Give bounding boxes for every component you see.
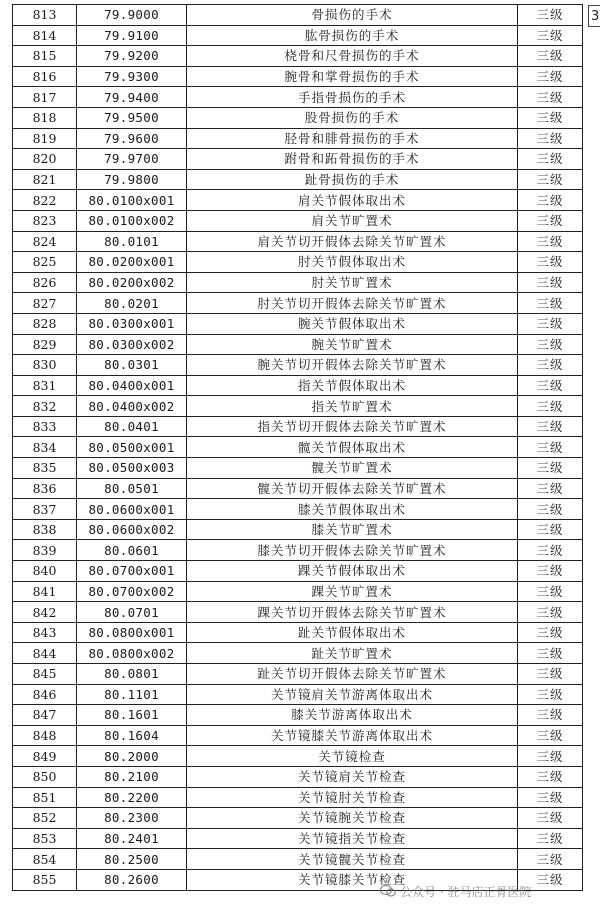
procedure-table-body (13, 5, 583, 891)
table-row (13, 128, 583, 149)
table-row (13, 684, 583, 705)
grade-cell: 三级 (518, 622, 583, 643)
procedure-code-cell: 80.0800x002 (77, 643, 187, 664)
table-row (13, 46, 583, 67)
procedure-name-cell: 腕关节旷置术 (187, 334, 518, 355)
table-row (13, 252, 583, 273)
procedure-code-cell: 80.0800x001 (77, 622, 187, 643)
table-row (13, 581, 583, 602)
row-number-cell: 854 (13, 849, 77, 870)
table-row (13, 87, 583, 108)
table-row (13, 643, 583, 664)
procedure-name-cell: 关节镜肘关节检查 (187, 787, 518, 808)
grade-cell: 三级 (518, 808, 583, 829)
grade-cell: 三级 (518, 46, 583, 67)
procedure-code-cell: 79.9800 (77, 169, 187, 190)
row-number-cell: 828 (13, 313, 77, 334)
table-row (13, 190, 583, 211)
grade-cell: 三级 (518, 313, 583, 334)
grade-cell: 三级 (518, 87, 583, 108)
row-number-cell: 836 (13, 478, 77, 499)
grade-cell: 三级 (518, 396, 583, 417)
procedure-name-cell: 手指骨损伤的手术 (187, 87, 518, 108)
procedure-name-cell: 肘关节旷置术 (187, 272, 518, 293)
procedure-name-cell: 关节镜肩关节游离体取出术 (187, 684, 518, 705)
procedure-code-cell: 80.0301 (77, 355, 187, 376)
row-number-cell: 833 (13, 416, 77, 437)
procedure-name-cell: 关节镜肩关节检查 (187, 766, 518, 787)
grade-cell: 三级 (518, 746, 583, 767)
grade-cell: 三级 (518, 581, 583, 602)
table-row (13, 746, 583, 767)
procedure-code-cell: 80.0600x002 (77, 519, 187, 540)
table-row (13, 664, 583, 685)
procedure-name-cell: 膝关节旷置术 (187, 519, 518, 540)
procedure-name-cell: 肩关节旷置术 (187, 210, 518, 231)
table-row (13, 828, 583, 849)
procedure-name-cell: 关节镜指关节检查 (187, 828, 518, 849)
procedure-name-cell: 骨损伤的手术 (187, 5, 518, 26)
row-number-cell: 850 (13, 766, 77, 787)
row-number-cell: 841 (13, 581, 77, 602)
grade-cell: 三级 (518, 437, 583, 458)
procedure-name-cell: 膝关节假体取出术 (187, 499, 518, 520)
procedure-name-cell: 趾骨损伤的手术 (187, 169, 518, 190)
table-row (13, 25, 583, 46)
procedure-name-cell: 肘关节切开假体去除关节旷置术 (187, 293, 518, 314)
procedure-name-cell: 关节镜髋关节检查 (187, 849, 518, 870)
table-row (13, 519, 583, 540)
table-row (13, 66, 583, 87)
row-number-cell: 844 (13, 643, 77, 664)
procedure-name-cell: 膝关节切开假体去除关节旷置术 (187, 540, 518, 561)
procedure-code-cell: 80.2000 (77, 746, 187, 767)
table-row (13, 499, 583, 520)
row-number-cell: 825 (13, 252, 77, 273)
procedure-code-cell: 79.9000 (77, 5, 187, 26)
row-number-cell: 819 (13, 128, 77, 149)
table-row (13, 210, 583, 231)
procedure-code-cell: 79.9100 (77, 25, 187, 46)
grade-cell: 三级 (518, 5, 583, 26)
table-row (13, 478, 583, 499)
row-number-cell: 813 (13, 5, 77, 26)
row-number-cell: 816 (13, 66, 77, 87)
grade-cell: 三级 (518, 499, 583, 520)
procedure-code-cell: 80.0201 (77, 293, 187, 314)
table-row (13, 458, 583, 479)
row-number-cell: 831 (13, 375, 77, 396)
grade-cell: 三级 (518, 355, 583, 376)
procedure-code-cell: 80.0700x002 (77, 581, 187, 602)
table-row (13, 313, 583, 334)
procedure-name-cell: 关节镜膝关节检查 (187, 869, 518, 890)
grade-cell: 三级 (518, 725, 583, 746)
procedure-name-cell: 股骨损伤的手术 (187, 107, 518, 128)
table-row (13, 149, 583, 170)
table-row (13, 787, 583, 808)
table-row (13, 602, 583, 623)
grade-cell: 三级 (518, 540, 583, 561)
table-row (13, 231, 583, 252)
procedure-name-cell: 趾关节旷置术 (187, 643, 518, 664)
grade-cell: 三级 (518, 828, 583, 849)
table-row (13, 622, 583, 643)
row-number-cell: 853 (13, 828, 77, 849)
procedure-code-cell: 79.9500 (77, 107, 187, 128)
procedure-code-cell: 80.2300 (77, 808, 187, 829)
procedure-code-cell: 80.0601 (77, 540, 187, 561)
grade-cell: 三级 (518, 169, 583, 190)
procedure-name-cell: 髋关节假体取出术 (187, 437, 518, 458)
table-row (13, 5, 583, 26)
grade-cell: 三级 (518, 458, 583, 479)
procedure-name-cell: 髋关节旷置术 (187, 458, 518, 479)
procedure-name-cell: 踝关节假体取出术 (187, 561, 518, 582)
row-number-cell: 845 (13, 664, 77, 685)
row-number-cell: 852 (13, 808, 77, 829)
procedure-name-cell: 踝关节切开假体去除关节旷置术 (187, 602, 518, 623)
row-number-cell: 848 (13, 725, 77, 746)
table-row (13, 355, 583, 376)
grade-cell: 三级 (518, 602, 583, 623)
row-number-cell: 855 (13, 869, 77, 890)
row-number-cell: 815 (13, 46, 77, 67)
procedure-code-cell: 80.0100x001 (77, 190, 187, 211)
table-row (13, 293, 583, 314)
row-number-cell: 846 (13, 684, 77, 705)
grade-cell: 三级 (518, 643, 583, 664)
procedure-name-cell: 跗骨和跖骨损伤的手术 (187, 149, 518, 170)
table-row (13, 849, 583, 870)
procedure-code-cell: 80.0100x002 (77, 210, 187, 231)
procedure-code-cell: 80.0400x002 (77, 396, 187, 417)
grade-cell: 三级 (518, 766, 583, 787)
row-number-cell: 829 (13, 334, 77, 355)
procedure-code-cell: 80.0600x001 (77, 499, 187, 520)
procedure-code-cell: 80.0200x001 (77, 252, 187, 273)
grade-cell: 三级 (518, 190, 583, 211)
row-number-cell: 826 (13, 272, 77, 293)
grade-cell: 三级 (518, 25, 583, 46)
table-row (13, 396, 583, 417)
table-row (13, 416, 583, 437)
row-number-cell: 842 (13, 602, 77, 623)
grade-cell: 三级 (518, 66, 583, 87)
row-number-cell: 849 (13, 746, 77, 767)
procedure-name-cell: 肱骨损伤的手术 (187, 25, 518, 46)
row-number-cell: 820 (13, 149, 77, 170)
grade-cell: 三级 (518, 664, 583, 685)
grade-cell: 三级 (518, 684, 583, 705)
row-number-cell: 838 (13, 519, 77, 540)
row-number-cell: 839 (13, 540, 77, 561)
grade-cell: 三级 (518, 869, 583, 890)
table-row (13, 334, 583, 355)
procedure-code-cell: 80.0401 (77, 416, 187, 437)
procedure-name-cell: 髋关节切开假体去除关节旷置术 (187, 478, 518, 499)
procedure-name-cell: 踝关节旷置术 (187, 581, 518, 602)
grade-cell: 三级 (518, 252, 583, 273)
procedure-name-cell: 关节镜腕关节检查 (187, 808, 518, 829)
procedure-name-cell: 肩关节切开假体去除关节旷置术 (187, 231, 518, 252)
procedure-code-cell: 80.2500 (77, 849, 187, 870)
procedure-code-cell: 79.9600 (77, 128, 187, 149)
row-number-cell: 834 (13, 437, 77, 458)
procedure-code-cell: 80.2200 (77, 787, 187, 808)
row-number-cell: 851 (13, 787, 77, 808)
procedure-name-cell: 腕关节假体取出术 (187, 313, 518, 334)
table-row (13, 766, 583, 787)
procedure-code-cell: 80.0801 (77, 664, 187, 685)
procedure-code-cell: 80.2401 (77, 828, 187, 849)
procedure-code-cell: 80.1604 (77, 725, 187, 746)
procedure-name-cell: 腕骨和掌骨损伤的手术 (187, 66, 518, 87)
procedure-code-cell: 80.1601 (77, 705, 187, 726)
row-number-cell: 818 (13, 107, 77, 128)
procedure-code-cell: 80.0701 (77, 602, 187, 623)
procedure-name-cell: 肘关节假体取出术 (187, 252, 518, 273)
row-number-cell: 821 (13, 169, 77, 190)
procedure-code-cell: 80.0300x002 (77, 334, 187, 355)
grade-cell: 三级 (518, 128, 583, 149)
procedure-code-cell: 80.0101 (77, 231, 187, 252)
watermark-text: 公众号 · 驻马店正骨医院 (400, 884, 532, 899)
row-number-cell: 827 (13, 293, 77, 314)
row-number-cell: 824 (13, 231, 77, 252)
grade-cell: 三级 (518, 519, 583, 540)
procedure-code-cell: 79.9300 (77, 66, 187, 87)
procedure-code-cell: 80.2100 (77, 766, 187, 787)
row-number-cell: 822 (13, 190, 77, 211)
procedure-code-cell: 79.9200 (77, 46, 187, 67)
procedure-name-cell: 指关节切开假体去除关节旷置术 (187, 416, 518, 437)
grade-cell: 三级 (518, 849, 583, 870)
table-row (13, 561, 583, 582)
adjacent-column-fragment: 3 (588, 5, 600, 27)
procedure-name-cell: 腕关节切开假体去除关节旷置术 (187, 355, 518, 376)
row-number-cell: 847 (13, 705, 77, 726)
grade-cell: 三级 (518, 107, 583, 128)
procedure-name-cell: 桡骨和尺骨损伤的手术 (187, 46, 518, 67)
table-row (13, 725, 583, 746)
row-number-cell: 835 (13, 458, 77, 479)
grade-cell: 三级 (518, 334, 583, 355)
procedure-name-cell: 趾关节切开假体去除关节旷置术 (187, 664, 518, 685)
grade-cell: 三级 (518, 478, 583, 499)
procedure-name-cell: 趾关节假体取出术 (187, 622, 518, 643)
table-row (13, 705, 583, 726)
grade-cell: 三级 (518, 787, 583, 808)
row-number-cell: 832 (13, 396, 77, 417)
procedure-name-cell: 胫骨和腓骨损伤的手术 (187, 128, 518, 149)
grade-cell: 三级 (518, 293, 583, 314)
procedure-code-cell: 80.0501 (77, 478, 187, 499)
table-row (13, 540, 583, 561)
grade-cell: 三级 (518, 272, 583, 293)
row-number-cell: 837 (13, 499, 77, 520)
procedure-code-cell: 80.0400x001 (77, 375, 187, 396)
procedure-name-cell: 膝关节游离体取出术 (187, 705, 518, 726)
row-number-cell: 840 (13, 561, 77, 582)
table-row (13, 375, 583, 396)
row-number-cell: 843 (13, 622, 77, 643)
table-row (13, 808, 583, 829)
grade-cell: 三级 (518, 375, 583, 396)
procedure-name-cell: 指关节假体取出术 (187, 375, 518, 396)
procedure-name-cell: 关节镜检查 (187, 746, 518, 767)
procedure-code-cell: 79.9400 (77, 87, 187, 108)
procedure-code-cell: 80.0300x001 (77, 313, 187, 334)
procedure-name-cell: 关节镜膝关节游离体取出术 (187, 725, 518, 746)
procedure-table (12, 4, 583, 891)
row-number-cell: 823 (13, 210, 77, 231)
table-row (13, 169, 583, 190)
table-row (13, 272, 583, 293)
grade-cell: 三级 (518, 561, 583, 582)
procedure-code-cell: 80.1101 (77, 684, 187, 705)
procedure-code-cell: 79.9700 (77, 149, 187, 170)
grade-cell: 三级 (518, 231, 583, 252)
table-row (13, 869, 583, 890)
grade-cell: 三级 (518, 416, 583, 437)
row-number-cell: 817 (13, 87, 77, 108)
grade-cell: 三级 (518, 210, 583, 231)
procedure-name-cell: 肩关节假体取出术 (187, 190, 518, 211)
row-number-cell: 814 (13, 25, 77, 46)
row-number-cell: 830 (13, 355, 77, 376)
procedure-code-cell: 80.0500x003 (77, 458, 187, 479)
grade-cell: 三级 (518, 149, 583, 170)
table-row (13, 437, 583, 458)
procedure-code-cell: 80.0500x001 (77, 437, 187, 458)
procedure-code-cell: 80.0200x002 (77, 272, 187, 293)
table-row (13, 107, 583, 128)
procedure-code-cell: 80.0700x001 (77, 561, 187, 582)
grade-cell: 三级 (518, 705, 583, 726)
procedure-name-cell: 指关节旷置术 (187, 396, 518, 417)
procedure-code-cell: 80.2600 (77, 869, 187, 890)
